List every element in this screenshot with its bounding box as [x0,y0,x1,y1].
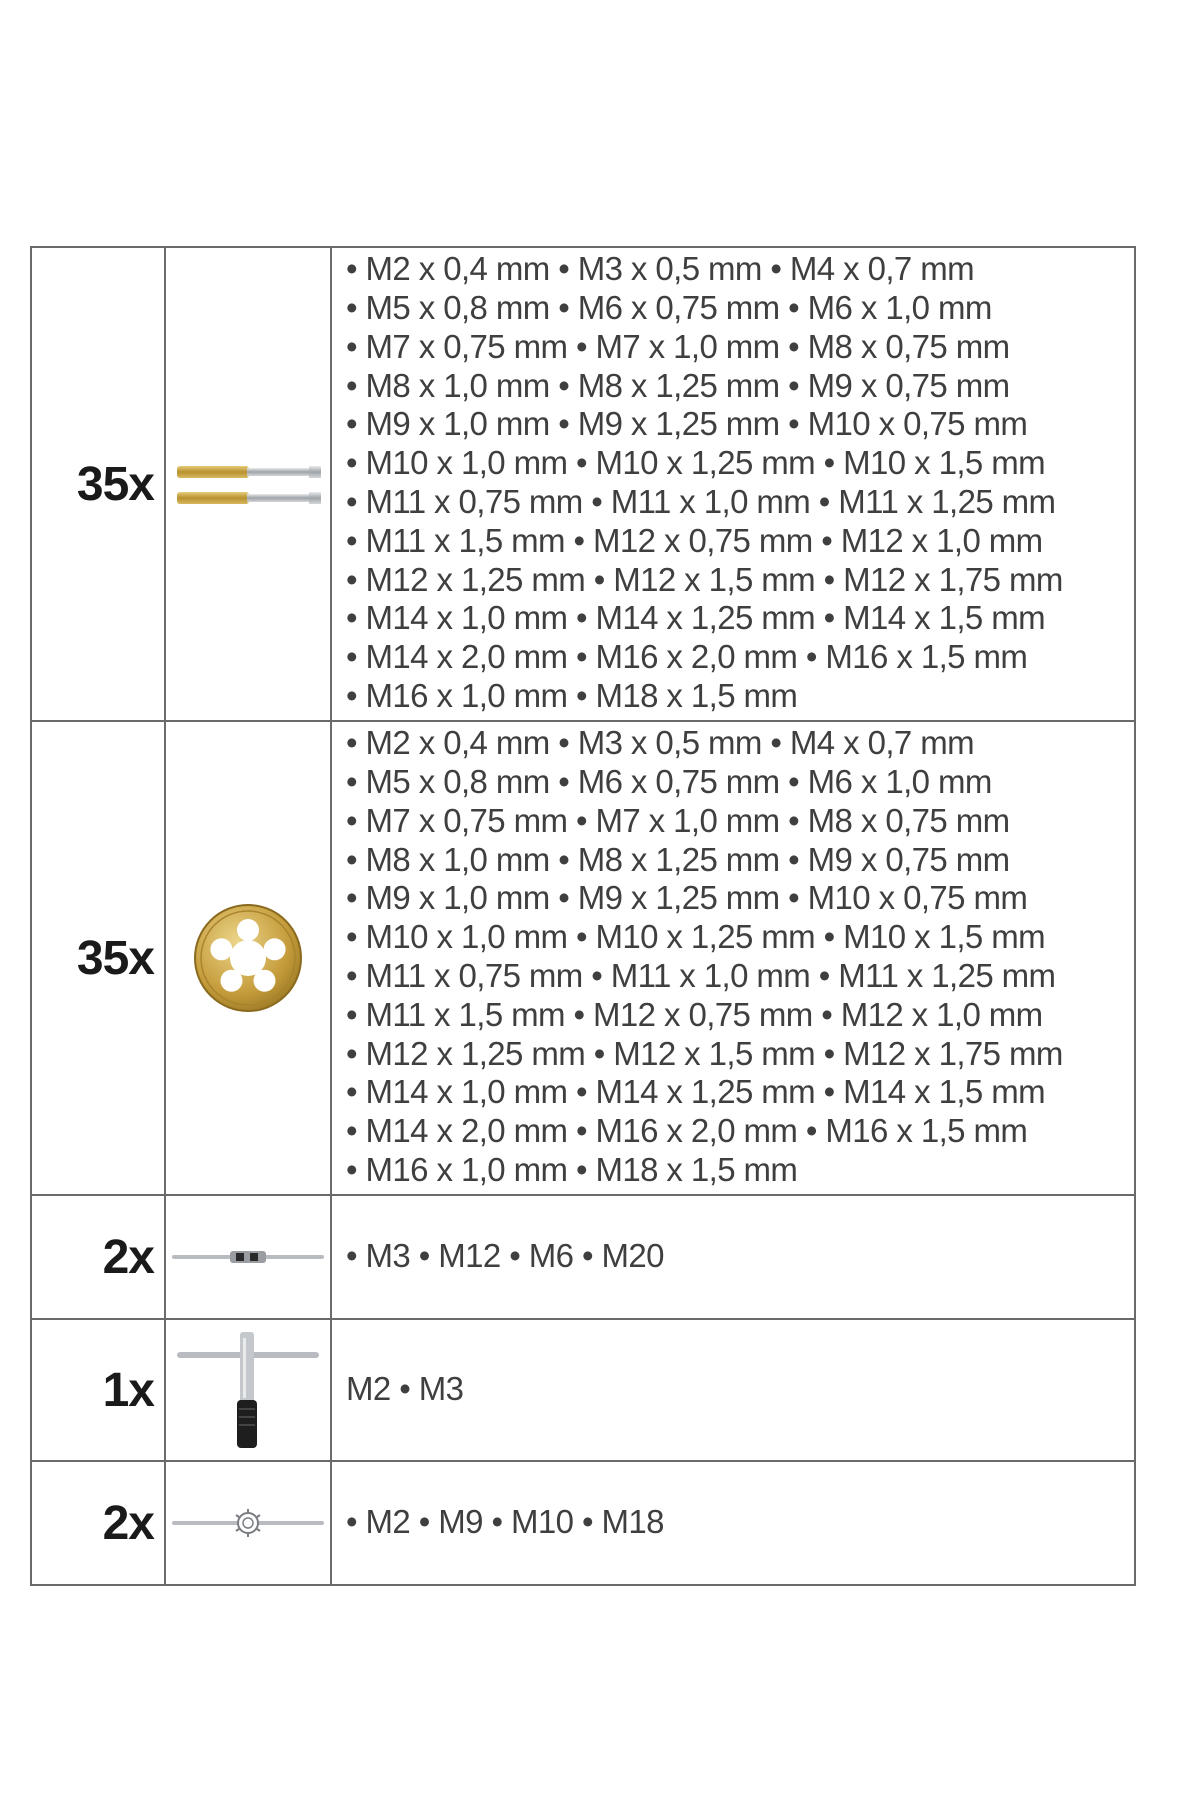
die-stock-icon [170,1505,326,1541]
quantity-cell: 1x [31,1319,165,1461]
tap-wrench-icon [170,1242,326,1272]
spec-line: • M11 x 1,5 mm • M12 x 0,75 mm • M12 x 1,0 mm [346,995,1043,1033]
spec-line: • M12 x 1,25 mm • M12 x 1,5 mm • M12 x 1,75 mm [346,560,1063,598]
spec-line: • M11 x 1,5 mm • M12 x 0,75 mm • M12 x 1,0 mm [346,521,1043,559]
spec-line: • M16 x 1,0 mm • M18 x 1,5 mm [346,1150,798,1188]
quantity-cell: 2x [31,1461,165,1585]
spec-line: • M8 x 1,0 mm • M8 x 1,25 mm • M9 x 0,75 mm [346,840,1010,878]
table-row [31,721,1135,1195]
table-row [31,1461,1135,1585]
table-row [31,1319,1135,1461]
spec-line: • M14 x 2,0 mm • M16 x 2,0 mm • M16 x 1,5 mm [346,638,1028,676]
spec-line: • M11 x 0,75 mm • M11 x 1,0 mm • M11 x 1,25 mm [346,957,1056,994]
table-row [31,1195,1135,1319]
spec-line: • M11 x 0,75 mm • M11 x 1,0 mm • M11 x 1,25 mm [346,483,1056,520]
spec-line: • M10 x 1,0 mm • M10 x 1,25 mm • M10 x 1,5 mm [346,918,1046,956]
spec-line: • M14 x 1,0 mm • M14 x 1,25 mm • M14 x 1,5 mm [346,599,1046,637]
die-icon [192,902,304,1014]
spec-line: • M3 • M12 • M6 • M20 [346,1236,664,1274]
spec-line: M2 • M3 [346,1369,464,1407]
spec-line: • M9 x 1,0 mm • M9 x 1,25 mm • M10 x 0,75 mm [346,879,1028,917]
tap-icon [173,454,323,514]
spec-line: • M7 x 0,75 mm • M7 x 1,0 mm • M8 x 0,75 mm [346,801,1010,839]
spec-line: • M16 x 1,0 mm • M18 x 1,5 mm [346,676,798,714]
spec-line: • M2 x 0,4 mm • M3 x 0,5 mm • M4 x 0,7 mm [346,724,975,762]
spec-line: • M14 x 1,0 mm • M14 x 1,25 mm • M14 x 1,5 mm [346,1073,1046,1111]
spec-line: • M9 x 1,0 mm • M9 x 1,25 mm • M10 x 0,75 mm [346,405,1028,443]
spec-line: • M12 x 1,25 mm • M12 x 1,5 mm • M12 x 1,75 mm [346,1034,1063,1072]
t-handle-tap-wrench-icon [173,1328,323,1452]
contents-table [30,246,1136,1586]
spec-line: • M8 x 1,0 mm • M8 x 1,25 mm • M9 x 0,75 mm [346,366,1010,404]
spec-line: • M7 x 0,75 mm • M7 x 1,0 mm • M8 x 0,75 mm [346,327,1010,365]
spec-line: • M2 • M9 • M10 • M18 [346,1502,664,1540]
quantity-cell: 35x [31,247,165,721]
spec-line: • M5 x 0,8 mm • M6 x 0,75 mm • M6 x 1,0 mm [346,763,992,801]
spec-line: • M5 x 0,8 mm • M6 x 0,75 mm • M6 x 1,0 mm [346,289,992,327]
table-row [31,247,1135,721]
spec-line: • M2 x 0,4 mm • M3 x 0,5 mm • M4 x 0,7 mm [346,250,975,288]
quantity-cell: 2x [31,1195,165,1319]
spec-line: • M10 x 1,0 mm • M10 x 1,25 mm • M10 x 1,5 mm [346,444,1046,482]
quantity-cell: 35x [31,721,165,1195]
spec-line: • M14 x 2,0 mm • M16 x 2,0 mm • M16 x 1,5 mm [346,1112,1028,1150]
